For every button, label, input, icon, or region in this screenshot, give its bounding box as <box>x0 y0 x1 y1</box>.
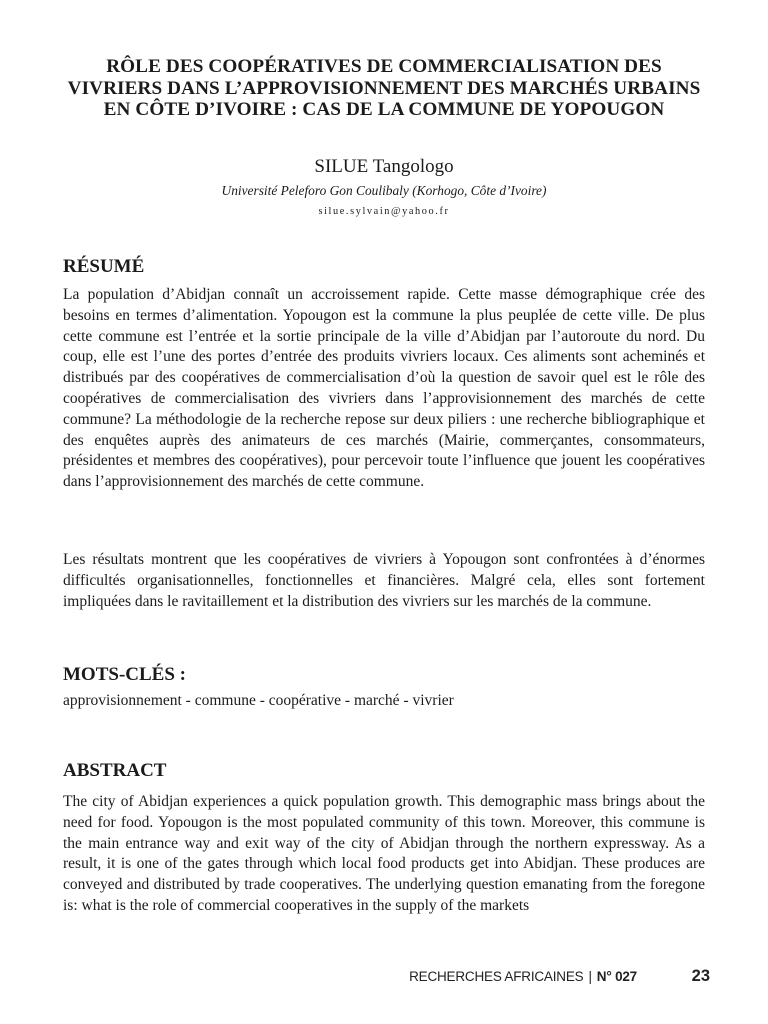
author-name: SILUE Tangologo <box>314 156 454 177</box>
abstract-heading: ABSTRACT <box>63 760 167 781</box>
page-number: 23 <box>691 967 710 985</box>
keywords-list: approvisionnement - commune - coopérative - marché - vivrier <box>63 692 454 709</box>
article-title: RÔLE DES COOPÉRATIVES DE COMMERCIALISATION DES VIVRIERS DANS L’APPROVISIONNEMENT DES MARCHÉS URBAINS EN CÔTE D’IVOIRE : CAS DE LA COMMUNE DE YOPOUGON <box>67 56 701 121</box>
resume-paragraph-1: La population d’Abidjan connaît un accroissement rapide. Cette masse démographique crée des besoins en termes d’alimentation. Yopougon est la commune la plus peuplée de cette ville. De plus cette commune est l’entrée et la sortie principale de la ville d’Abidjan par l’autoroute du nord. Du coup, elle est l’une des portes d’entrée des produits vivriers locaux. Ces aliments sont acheminés et distribués par des coopératives de commercialisation d’où la question de savoir quel est le rôle des coopératives de commercialisation des vivriers dans l’approvisionnement des marchés de cette commune? La méthodologie de la recherche repose sur deux piliers : une recherche bibliographique et des enquêtes auprès des animateurs de ces marchés (Mairie, commerçantes, consommateurs, présidentes et membres des coopératives), pour percevoir toute l’influence que jouent les coopératives dans l’approvisionnement des marchés de cette commune. <box>63 286 705 491</box>
journal-name: RECHERCHES AFRICAINES <box>409 969 584 984</box>
resume-paragraph-2: Les résultats montrent que les coopératives de vivriers à Yopougon sont confrontées à d’énormes difficultés organisationnelles, fonctionnelles et financières. Malgré cela, elles sont fortement impliquées dans le ravitaillement et la distribution des vivriers sur les marchés de la commune. <box>63 551 705 610</box>
issue-number: N° 027 <box>596 969 637 984</box>
page-footer <box>0 967 768 989</box>
author-email: silue.sylvain@yahoo.fr <box>318 206 450 217</box>
footer-separator: | <box>588 969 592 984</box>
keywords-heading: MOTS-CLÉS : <box>63 664 186 685</box>
journal-info <box>409 969 637 984</box>
author-affiliation: Université Peleforo Gon Coulibaly (Korhogo, Côte d’Ivoire) <box>221 183 547 198</box>
resume-heading: RÉSUMÉ <box>63 256 145 277</box>
abstract-paragraph: The city of Abidjan experiences a quick population growth. This demographic mass brings about the need for food. Yopougon is the most populated community of this town. Moreover, this commune is the main entrance way and exit way of the city of Abidjan through the northern expressway. As a result, it is one of the gates through which local food products get into Abidjan. These produces are conveyed and distributed by trade cooperatives. The underlying question emanating from the foregone is: what is the role of commercial cooperatives in the supply of the markets <box>63 793 705 914</box>
